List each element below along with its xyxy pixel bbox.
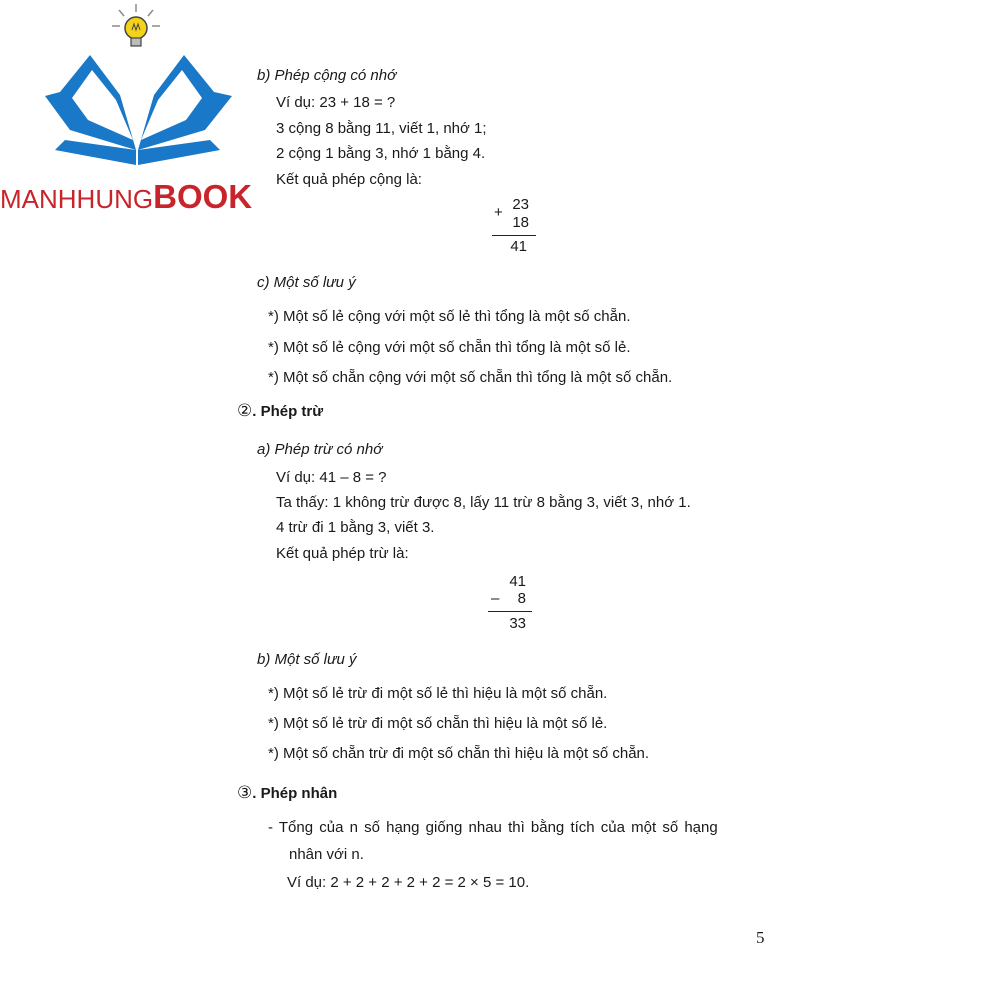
note-line: *) Một số lẻ trừ đi một số lẻ thì hiệu là một số chẵn. [268, 685, 608, 702]
note-line: *) Một số lẻ cộng với một số chẵn thì tổng là một số lẻ. [268, 339, 631, 356]
brand-part2: BOOK [153, 178, 253, 215]
addend-top: 23 [512, 196, 529, 213]
note-line: *) Một số chẵn trừ đi một số chẵn thì hiệu là một số chẵn. [268, 745, 650, 762]
text-line: 2 cộng 1 bằng 3, nhớ 1 bằng 4. [276, 145, 486, 162]
text-line: Kết quả phép cộng là: [276, 171, 422, 188]
note-line: *) Một số lẻ cộng với một số lẻ thì tổng là một số chẵn. [268, 308, 631, 325]
text-line: Ví dụ: 23 + 18 = ? [276, 94, 396, 111]
page-number: 5 [756, 928, 765, 947]
heading-number-marker: ③ [237, 783, 253, 803]
heading-text: . Phép trừ [252, 403, 324, 420]
difference-result: 33 [509, 615, 526, 632]
heading-text: . Phép nhân [252, 785, 338, 802]
calculation-rule [492, 235, 536, 236]
minus-sign: – [491, 590, 500, 607]
text-line: 4 trừ đi 1 bằng 3, viết 3. [276, 519, 435, 536]
brand-wordmark [0, 178, 252, 216]
subsection-title: b) Phép cộng có nhớ [257, 67, 397, 84]
text-line: Kết quả phép trừ là: [276, 545, 409, 562]
brand-part1: MANHHUNG [0, 184, 154, 214]
publisher-logo [0, 0, 290, 215]
minuend: 41 [509, 573, 526, 590]
subsection-title: a) Phép trừ có nhớ [257, 441, 383, 458]
heading-number-marker: ② [237, 401, 253, 421]
text-line: Ví dụ: 41 – 8 = ? [276, 469, 387, 486]
book-lightbulb-icon [0, 0, 290, 175]
calculation-rule [488, 611, 532, 612]
section-heading [237, 784, 337, 803]
sum-result: 41 [510, 238, 527, 255]
example-line: Ví dụ: 2 + 2 + 2 + 2 + 2 = 2 × 5 = 10. [287, 874, 530, 891]
plus-sign: + [494, 204, 503, 221]
addend-bottom: 18 [512, 214, 529, 231]
text-line: nhân với n. [289, 846, 364, 863]
subsection-title: b) Một số lưu ý [257, 651, 357, 668]
subtrahend: 8 [517, 590, 526, 607]
subsection-title: c) Một số lưu ý [257, 274, 356, 291]
note-line: *) Một số chẵn cộng với một số chẵn thì tổng là một số chẵn. [268, 369, 673, 386]
text-line: - Tổng của n số hạng giống nhau thì bằng tích của một số hạng [268, 819, 718, 836]
section-heading [237, 402, 323, 421]
text-line: Ta thấy: 1 không trừ được 8, lấy 11 trừ 8 bằng 3, viết 3, nhớ 1. [276, 494, 691, 511]
text-line: 3 cộng 8 bằng 11, viết 1, nhớ 1; [276, 120, 487, 137]
note-line: *) Một số lẻ trừ đi một số chẵn thì hiệu là một số lẻ. [268, 715, 608, 732]
